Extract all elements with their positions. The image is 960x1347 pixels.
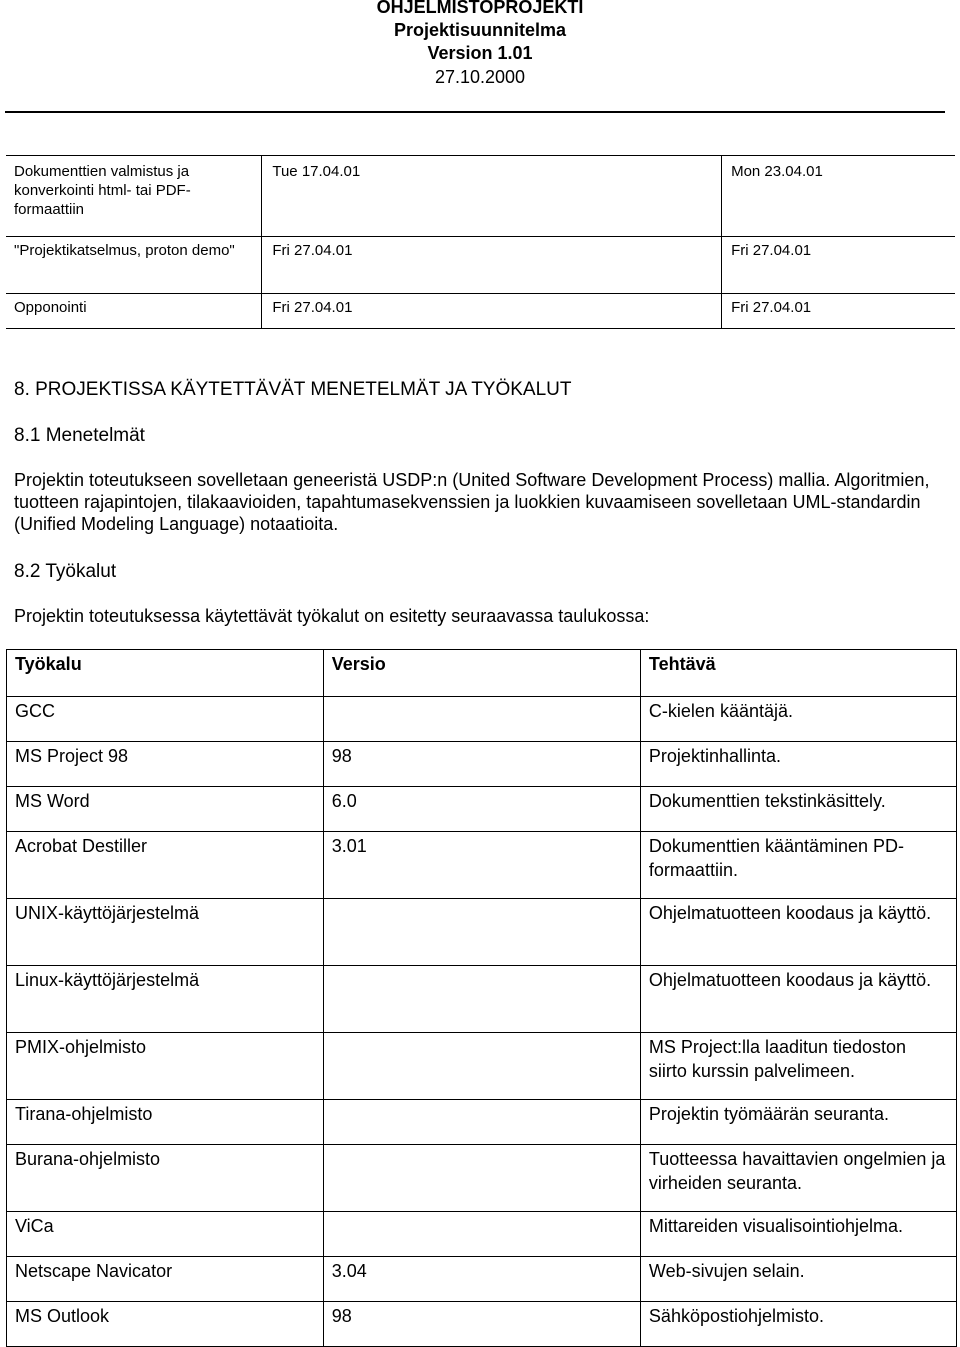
tool-name: Acrobat Destiller xyxy=(7,832,324,899)
section-8-1-heading: 8.1 Menetelmät xyxy=(14,425,145,446)
schedule-start: Fri 27.04.01 xyxy=(262,237,722,294)
tool-task: Ohjelmatuotteen koodaus ja käyttö. xyxy=(640,966,956,1033)
tool-version: 3.04 xyxy=(323,1257,640,1302)
tool-task: Projektin työmäärän seuranta. xyxy=(640,1100,956,1145)
table-row xyxy=(7,966,957,1033)
schedule-task: Dokumenttien valmistus ja konverkointi html- tai PDF-formaattiin xyxy=(6,156,262,237)
column-header-task: Tehtävä xyxy=(640,650,956,697)
schedule-task: "Projektikatselmus, proton demo" xyxy=(6,237,262,294)
tool-name: PMIX-ohjelmisto xyxy=(7,1033,324,1100)
tool-name: Linux-käyttöjärjestelmä xyxy=(7,966,324,1033)
table-row xyxy=(7,832,957,899)
table-row xyxy=(7,1145,957,1212)
tool-name: Burana-ohjelmisto xyxy=(7,1145,324,1212)
tool-task: Sähköpostiohjelmisto. xyxy=(640,1302,956,1347)
tool-version xyxy=(323,1212,640,1257)
table-row xyxy=(7,1100,957,1145)
section-8-2-heading: 8.2 Työkalut xyxy=(14,561,117,582)
table-row xyxy=(7,742,957,787)
tool-task: Dokumenttien tekstinkäsittely. xyxy=(640,787,956,832)
tool-version: 6.0 xyxy=(323,787,640,832)
tool-version xyxy=(323,697,640,742)
schedule-end: Mon 23.04.01 xyxy=(722,156,955,237)
tool-version xyxy=(323,1100,640,1145)
methods-paragraph: Projektin toteutukseen sovelletaan geneeristä USDP:n (United Software Development Process) mallia. Algoritmien, tuotteen rajapintojen, tilakaavioiden, tapahtumasekvenssien ja luokkien kuvaamiseen sovelletaan UML-standardin (Unified Modeling Language) notaatioita. xyxy=(14,470,930,534)
schedule-table xyxy=(6,155,955,329)
tool-name: MS Outlook xyxy=(7,1302,324,1347)
table-row xyxy=(7,1257,957,1302)
table-row xyxy=(7,1212,957,1257)
table-row xyxy=(7,697,957,742)
tools-header-row xyxy=(7,650,957,697)
section-8-heading: 8. PROJEKTISSA KÄYTETTÄVÄT MENETELMÄT JA TYÖKALUT xyxy=(14,379,572,400)
table-row xyxy=(7,787,957,832)
tool-name: UNIX-käyttöjärjestelmä xyxy=(7,899,324,966)
tool-task: Ohjelmatuotteen koodaus ja käyttö. xyxy=(640,899,956,966)
document-title: Projektisuunnitelma xyxy=(393,20,567,40)
version-label: Version 1.01 xyxy=(427,43,533,63)
tools-intro-paragraph: Projektin toteutuksessa käytettävät työkalut on esitetty seuraavassa taulukossa: xyxy=(14,606,650,626)
tool-name: Tirana-ohjelmisto xyxy=(7,1100,324,1145)
column-header-version: Versio xyxy=(323,650,640,697)
tool-name: Netscape Navicator xyxy=(7,1257,324,1302)
table-row xyxy=(7,1033,957,1100)
tool-name: ViCa xyxy=(7,1212,324,1257)
schedule-start: Fri 27.04.01 xyxy=(262,294,722,329)
table-row xyxy=(7,899,957,966)
tool-name: GCC xyxy=(7,697,324,742)
tool-name: MS Project 98 xyxy=(7,742,324,787)
tool-task: MS Project:lla laaditun tiedoston siirto kurssin palvelimeen. xyxy=(640,1033,956,1100)
tool-task: Tuotteessa havaittavien ongelmien ja virheiden seuranta. xyxy=(640,1145,956,1212)
tool-task: C-kielen kääntäjä. xyxy=(640,697,956,742)
tools-table xyxy=(6,649,957,1347)
table-row xyxy=(7,1302,957,1347)
header-divider xyxy=(5,111,945,113)
tool-task: Projektinhallinta. xyxy=(640,742,956,787)
header-date: 27.10.2000 xyxy=(434,67,526,87)
schedule-row xyxy=(6,294,955,329)
tool-name: MS Word xyxy=(7,787,324,832)
schedule-end: Fri 27.04.01 xyxy=(722,237,955,294)
tool-version xyxy=(323,899,640,966)
schedule-end: Fri 27.04.01 xyxy=(722,294,955,329)
schedule-task: Opponointi xyxy=(6,294,262,329)
tool-task: Mittareiden visualisointiohjelma. xyxy=(640,1212,956,1257)
schedule-row xyxy=(6,237,955,294)
tool-task: Dokumenttien kääntäminen PD-formaattiin. xyxy=(640,832,956,899)
tool-version xyxy=(323,966,640,1033)
project-name: OHJELMISTOPROJEKTI xyxy=(376,0,584,17)
tool-version: 98 xyxy=(323,1302,640,1347)
tool-task: Web-sivujen selain. xyxy=(640,1257,956,1302)
schedule-row xyxy=(6,156,955,237)
tool-version: 98 xyxy=(323,742,640,787)
tool-version xyxy=(323,1145,640,1212)
tool-version xyxy=(323,1033,640,1100)
tool-version: 3.01 xyxy=(323,832,640,899)
column-header-tool: Työkalu xyxy=(7,650,324,697)
schedule-start: Tue 17.04.01 xyxy=(262,156,722,237)
